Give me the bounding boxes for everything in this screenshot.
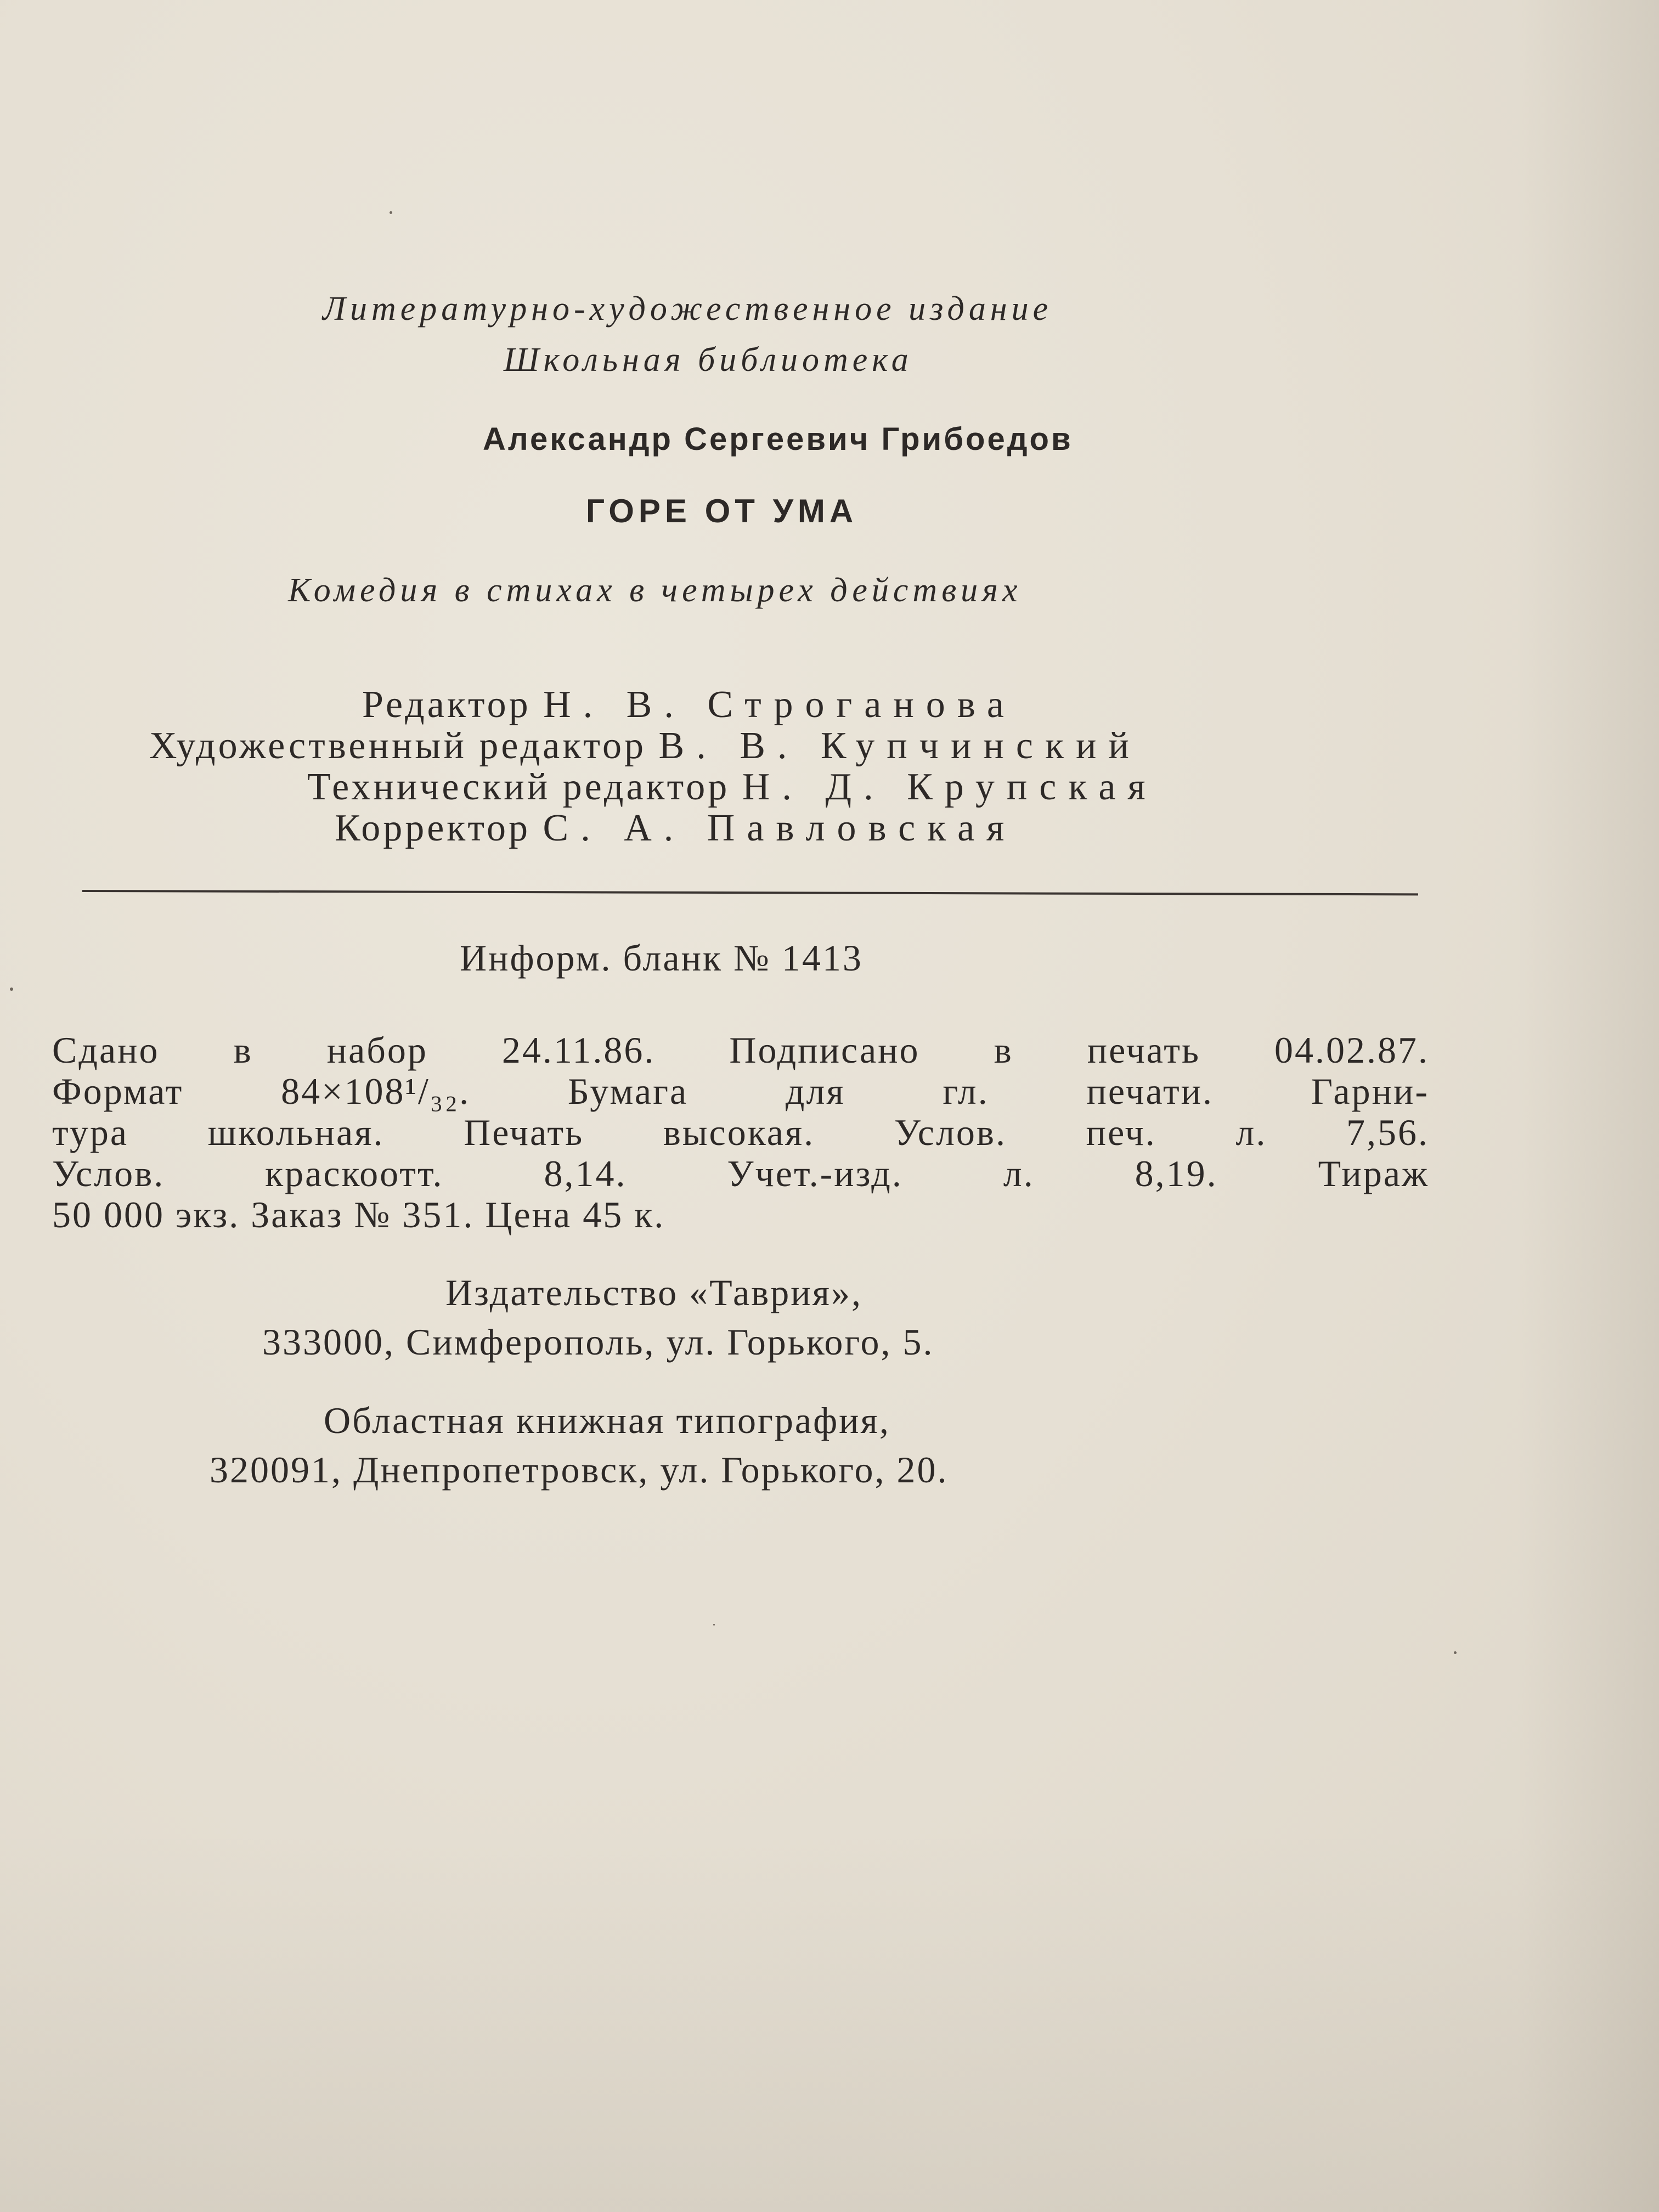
book-title: ГОРЕ ОТ УМА <box>586 493 858 529</box>
credit-person: Н. Д. Крупская <box>742 766 1158 808</box>
author-name: Александр Сергеевич Грибоедов <box>483 421 1073 457</box>
paper-speck <box>390 211 392 214</box>
credit-role: Технический редактор <box>307 766 730 808</box>
paper-speck <box>10 988 13 991</box>
credit-art-editor <box>149 727 1141 765</box>
print-details-line: Услов. краскоотт. 8,14. Учет.-изд. л. 8,19. Тираж <box>52 1153 1429 1194</box>
printer-address: 320091, Днепропетровск, ул. Горького, 20. <box>210 1449 949 1491</box>
credit-person: Н. В. Строганова <box>543 684 1016 726</box>
credit-tech-editor <box>307 768 1158 806</box>
printer-name: Областная книжная типография, <box>324 1400 890 1441</box>
info-blank-number: Информ. бланк № 1413 <box>460 937 863 979</box>
credit-proofreader <box>335 809 1016 848</box>
publisher-address: 333000, Симферополь, ул. Горького, 5. <box>262 1321 934 1363</box>
series-name: Школьная библиотека <box>504 341 913 379</box>
print-details-line: 50 000 экз. Заказ № 351. Цена 45 к. <box>52 1194 665 1235</box>
credit-role: Корректор <box>335 807 531 849</box>
page-shadow-bottom <box>0 1828 1659 2212</box>
horizontal-rule <box>82 890 1418 895</box>
credit-person: С. А. Павловская <box>543 807 1017 849</box>
credit-role: Редактор <box>362 684 531 726</box>
book-subtitle: Комедия в стихах в четырех действиях <box>288 572 1022 609</box>
print-details-line: Сдано в набор 24.11.86. Подписано в печать 04.02.87. <box>52 1029 1429 1071</box>
edition-type: Литературно-художественное издание <box>323 290 1053 328</box>
publisher-name: Издательство «Таврия», <box>445 1272 862 1313</box>
print-details-line: Формат 84×108¹/₃₂. Бумага для гл. печати. Гарни- <box>52 1070 1429 1112</box>
print-details-line: тура школьная. Печать высокая. Услов. печ. л. 7,56. <box>52 1111 1429 1153</box>
credit-editor <box>362 686 1016 724</box>
paper-speck <box>713 1624 715 1626</box>
credit-person: В. В. Купчинский <box>658 725 1141 767</box>
credit-role: Художественный редактор <box>149 725 646 767</box>
paper-speck <box>1454 1651 1457 1654</box>
